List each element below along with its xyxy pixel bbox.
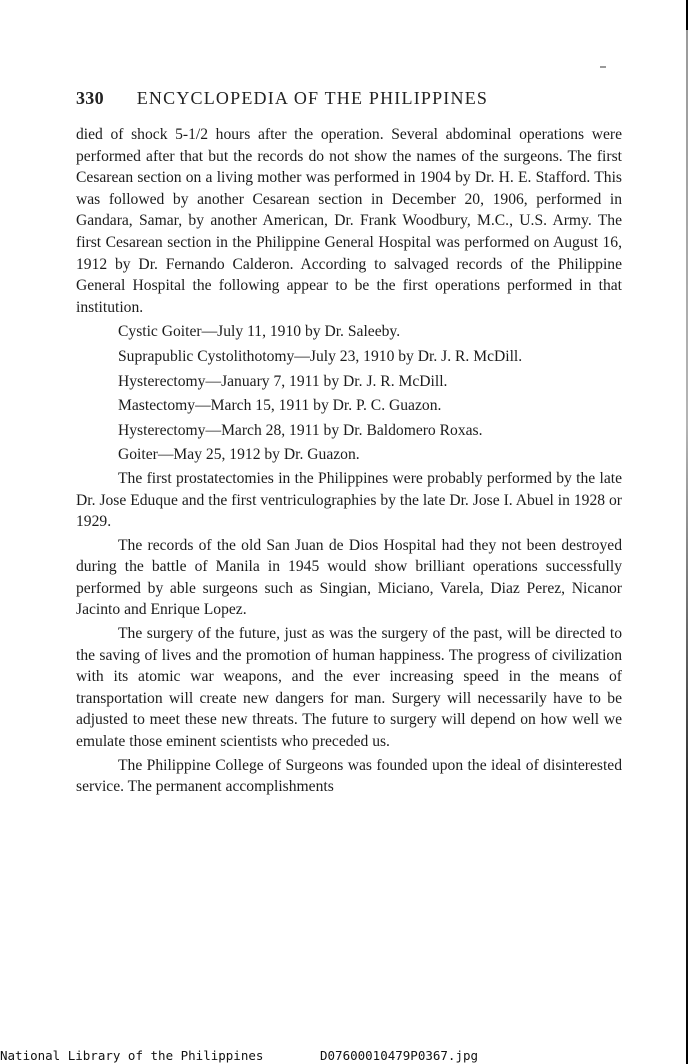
scan-speck	[600, 66, 606, 68]
body-text	[76, 124, 622, 798]
paragraph-prostatectomies: The first prostatectomies in the Philippines were probably performed by the late Dr. Jose Eduque and the first ventriculographies by the late Dr. Jose I. Abuel in 1928 or 1929.	[76, 469, 622, 531]
paragraph-san-juan-de-dios: The records of the old San Juan de Dios Hospital had they not been destroyed during the battle of Manila in 1945 would show brilliant operations successfully performed by able surgeons such as Singian, Miciano, Varela, Diaz Perez, Nicanor Jacinto and Enrique Lopez.	[76, 536, 622, 619]
library-credit: National Library of the Philippines	[0, 1048, 264, 1063]
operation-entry-cystolithotomy: Suprapublic Cystolithotomy—July 23, 1910 by Dr. J. R. McDill.	[118, 347, 523, 365]
paragraph-surgery-future: The surgery of the future, just as was the surgery of the past, will be directed to the saving of lives and the promotion of human happiness. The progress of civilization with its atomic war weapons, and the ever increasing speed in the means of transportation will create new dangers for man. Surgery will necessarily have to be adjusted to meet these new threats. The future to surgery will depend on how well we emulate those eminent scientists who preceded us.	[76, 625, 622, 751]
page-edge-shadow	[686, 0, 688, 1064]
page-header	[76, 88, 616, 109]
file-identifier: D07600010479P0367.jpg	[320, 1048, 479, 1063]
operation-entry-hysterectomy-january: Hysterectomy—January 7, 1911 by Dr. J. R. McDill.	[118, 372, 448, 390]
operation-entry-hysterectomy-march: Hysterectomy—March 28, 1911 by Dr. Baldomero Roxas.	[118, 421, 483, 439]
paragraph-college-of-surgeons: The Philippine College of Surgeons was founded upon the ideal of disinterested service. The permanent accomplishments	[76, 756, 622, 796]
operation-entry-goiter: Goiter—May 25, 1912 by Dr. Guazon.	[118, 446, 360, 464]
operation-entry-mastectomy: Mastectomy—March 15, 1911 by Dr. P. C. Guazon.	[118, 397, 442, 415]
running-title: ENCYCLOPEDIA OF THE PHILIPPINES	[136, 88, 489, 108]
page-number: 330	[76, 88, 104, 108]
paragraph-opening: died of shock 5-1/2 hours after the operation. Several abdominal operations were performed after that but the records do not show the names of the surgeons. The first Cesarean section on a living mother was performed in 1904 by Dr. H. E. Stafford. This was followed by another Cesarean section in December 20, 1906, performed in Gandara, Samar, by another American, Dr. Frank Woodbury, M.C., U.S. Army. The first Cesarean section in the Philippine General Hospital was performed on August 16, 1912 by Dr. Fernando Calderon. According to salvaged records of the Philippine General Hospital the following appear to be the first operations performed in that institution.	[76, 126, 622, 316]
operation-entry-cystic-goiter: Cystic Goiter—July 11, 1910 by Dr. Saleeby.	[118, 323, 401, 341]
scan-footer	[0, 1047, 698, 1064]
